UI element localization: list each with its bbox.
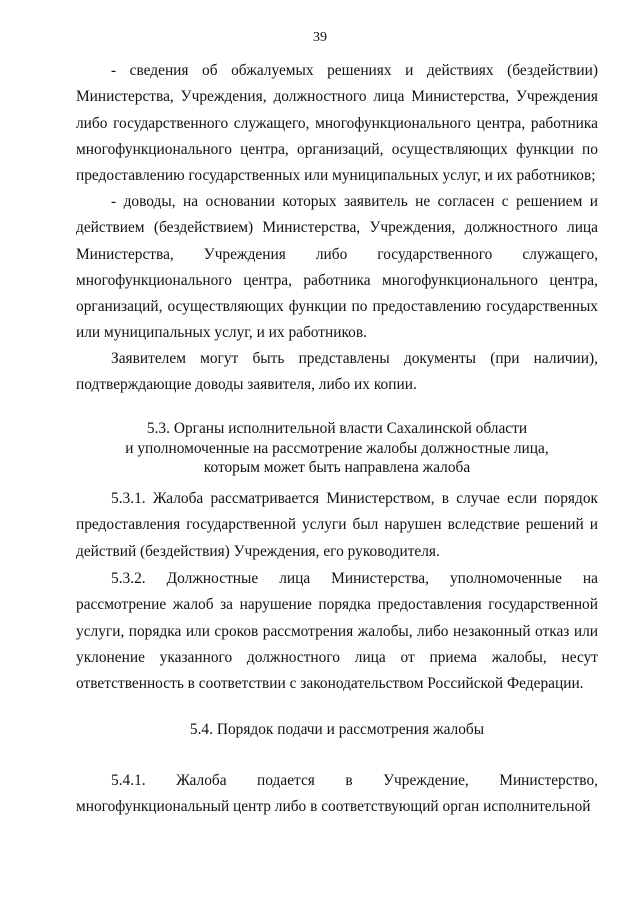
section-heading-5-3-line-2: и уполномоченные на рассмотрение жалобы должностные лица, (125, 439, 549, 457)
paragraph-5-3-1: 5.3.1. Жалоба рассматривается Министерством, в случае если порядок предоставления государственной услуги был нарушен вследствие решений и действий (бездействия) Учреждения, его руководителя. (76, 490, 598, 560)
paragraph-5-3-2: 5.3.2. Должностные лица Министерства, уполномоченные на рассмотрение жалоб за нарушение порядка предоставления государственной услуги, порядка или сроков рассмотрения жалобы, либо незаконный отказ или уклонение указанного должностного лица от приема жалобы, несут ответственность в соответствии с законодательством Российской Федерации. (76, 570, 598, 693)
paragraph-supporting-documents: Заявителем могут быть представлены документы (при наличии), подтверждающие доводы заявителя, либо их копии. (76, 350, 598, 394)
section-heading-5-3-line-1: 5.3. Органы исполнительной власти Сахалинской области (146, 420, 528, 437)
section-heading-5-4: 5.4. Порядок подачи и рассмотрения жалобы (189, 721, 485, 738)
paragraph-applicant-arguments: - доводы, на основании которых заявитель не согласен с решением и действием (бездействием) Министерства, Учреждения, должностного лица Министерства, Учреждения либо государственного служащего, многофункционального центра, работника многофункционального центра, организаций, осуществляющих функции по предоставлению государственных или муниципальных услуг, и их работников. (76, 193, 598, 342)
section-heading-5-3 (76, 419, 598, 478)
paragraph-appeal-info: - сведения об обжалуемых решениях и действиях (бездействии) Министерства, Учреждения, должностного лица Министерства, Учреждения либо государственного служащего, многофункционального центра, работника многофункционального центра, организаций, осуществляющих функции по предоставлению государственных или муниципальных услуг, и их работников; (76, 62, 598, 185)
page-number: 39 (313, 30, 327, 45)
paragraph-5-4-1: 5.4.1. Жалоба подается в Учреждение, Министерство, многофункциональный центр либо в соответствующий орган исполнительной (76, 772, 598, 816)
section-heading-5-3-line-3: которым может быть направлена жалоба (203, 459, 471, 476)
